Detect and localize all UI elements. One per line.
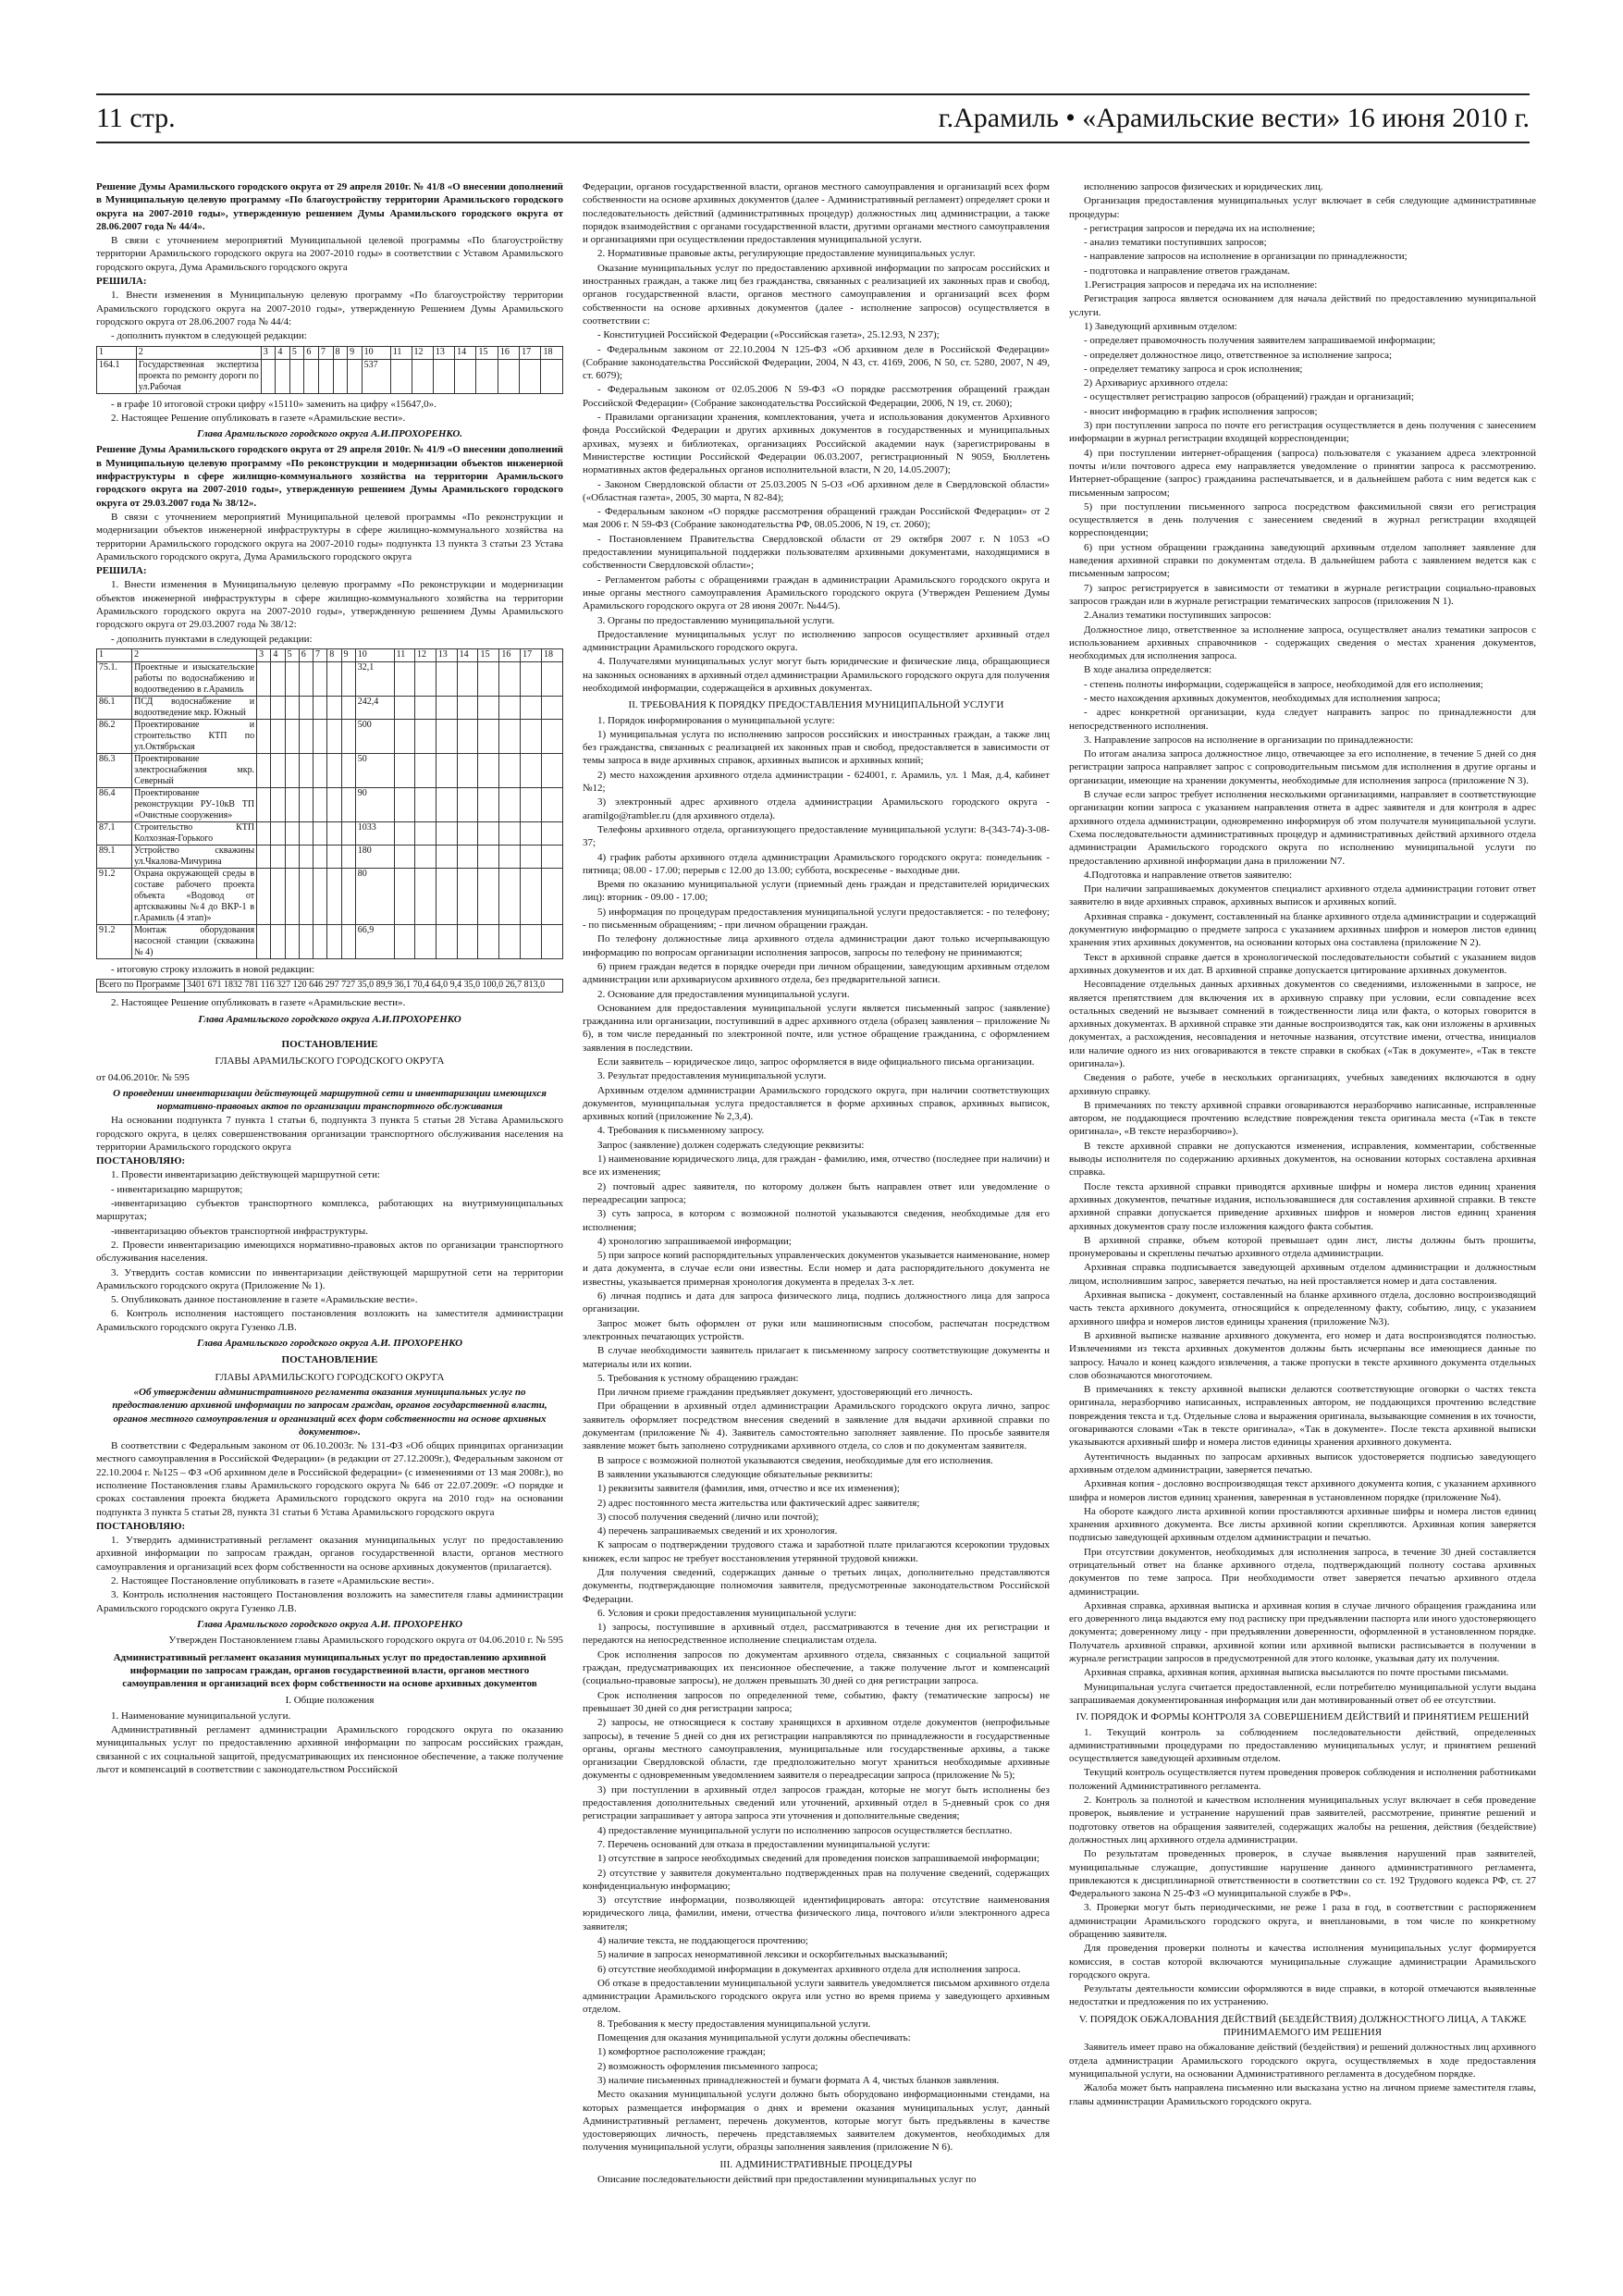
- paragraph: - подготовка и направление ответов гражданам.: [1084, 265, 1290, 277]
- signature-3: Глава Арамильского городского округа А.И. ПРОХОРЕНКО: [196, 1338, 463, 1350]
- table-cell-num: 75.1.: [97, 661, 132, 696]
- paragraph: 5) при поступлении письменного запроса посредством факсимильной связи его регистрация осуществляется в день получения с занесением сведений в журнал регистрации входящей корреспонденции;: [1069, 500, 1536, 539]
- paragraph: Результаты деятельности комиссии оформляются в виде справки, в которой отмечаются выявленные недостатки и предложения по их устранению.: [1069, 1983, 1536, 2008]
- section1-title: I. Общие положения: [285, 1695, 375, 1707]
- decision1-p2: - в графе 10 итоговой строки цифру «15110» заменить на цифру «15647,0».: [111, 398, 436, 410]
- paragraph: 3. Результат предоставления муниципальной услуги.: [597, 1070, 827, 1082]
- table-header-cell: 17: [521, 648, 542, 661]
- paragraph: 8. Требования к месту предоставления муниципальной услуги.: [597, 2018, 871, 2030]
- table-cell-num: 87.1: [97, 821, 132, 845]
- paragraph: Аутентичность выданных по запросам архивных выписок удостоверяется подписью заведующего архивным отделом администрации, заверяется печатью.: [1069, 1450, 1536, 1475]
- col2-p3: Оказание муниципальных услуг по предоставлению архивной информации по запросам российских и иностранных граждан, а также лиц без гражданства, связанных с реализацией их законных прав и свобод, органов государственной власти, органов местного самоуправления и организаций всех форм собственности на основе архивных документов (далее - исполнение запросов) осуществляется в соответствии с:: [583, 262, 1050, 327]
- paragraph: 1) отсутствие в запросе необходимых сведений для проведения поисков запрашиваемой информации;: [597, 1853, 1039, 1865]
- paragraph: 2.Анализ тематики поступивших запросов:: [1084, 610, 1272, 622]
- paragraph: - анализ тематики поступивших запросов;: [1084, 237, 1267, 249]
- table-cell-value: 242,4: [355, 696, 394, 719]
- table-cell-num: 86.4: [97, 787, 132, 821]
- total-table: [96, 979, 563, 993]
- table-row: [97, 868, 563, 924]
- table-header-cell: 11: [394, 648, 414, 661]
- paragraph: Об отказе в предоставлении муниципальной услуги заявитель уведомляется письмом архивного отдела администрации Арамильского городского округа или устно во время приема у заведующего архивным отделом.: [583, 1977, 1050, 2016]
- table-cell-name: Проектные и изыскательские работы по водоснабжению и водоотведению в г.Арамиль: [132, 661, 257, 696]
- paragraph: Несовпадение отдельных данных архивных документов со сведениями, изложенными в запросе, не является препятствием для включения их в архивную справку при условии, если совпадение всех остальных сведений не вызывает сомнений в тождественности лица или факта, о которых говорится в архивных документах. В архивной справке эти данные воспроизводятся так, как они изложены в архивных документах, а расхождения, несовпадения и неточные названия, отсутствие имени, отчества, инициалов или наличие одного из них оговариваются в тексте справки в скобках («Так в документе», «Так в тексте оригинала»).: [1069, 979, 1536, 1069]
- table-cell-num: 89.1: [97, 845, 132, 868]
- resolution1-title: ПОСТАНОВЛЕНИЕ: [281, 1038, 378, 1050]
- resolution1-date: от 04.06.2010г. № 595: [96, 1072, 190, 1084]
- paragraph: - Правилами организации хранения, комплектования, учета и использования документов Архивного фонда Российской Федерации и других архивных документов в государственных и муниципальных архивах, музеях и библиотеках, организациях Российской академии наук (зарегистрированы в Министерстве юстиции Российской Федерации 06.03.2007, регистрационный N 9059, Бюллетень нормативных актов федеральных органов исполнительной власти, N 20, 14.05.2007);: [583, 412, 1050, 476]
- table-header-cell: 7: [318, 346, 333, 359]
- column-2: [583, 180, 1050, 2280]
- paragraph: Срок исполнения запросов по определенной теме, событию, факту (тематические запросы) не превышает 30 дней со дня регистрации запроса;: [583, 1689, 1050, 1714]
- paragraph: 3) электронный адрес архивного отдела администрации Арамильского городского округа - aramilgo@rambler.ru (для архивного отдела).: [583, 796, 1050, 821]
- table-header-cell: 6: [304, 346, 319, 359]
- paragraph: 4) хронологию запрашиваемой информации;: [597, 1235, 792, 1247]
- table-header-cell: 2: [136, 346, 261, 359]
- paragraph: По телефону должностные лица архивного отдела администрации дают только исчерпывающую информацию по вопросам организации исполнения запросов, запросы по телефону не принимаются;: [583, 933, 1050, 958]
- table-header-cell: 9: [341, 648, 355, 661]
- table-row: [97, 359, 563, 393]
- table-header-cell: 13: [436, 648, 457, 661]
- table-cell-value: 537: [362, 359, 390, 393]
- paragraph: 3) отсутствие информации, позволяющей идентифицировать автора: отсутствие наименования юридического лица, фамилии, имени, отчества физического лица, почтового и/или электронного адреса заявителя;: [583, 1895, 1050, 1932]
- paragraph: - осуществляет регистрацию запросов (обращений) граждан и организаций;: [1084, 391, 1415, 403]
- resolution1-org: ГЛАВЫ АРАМИЛЬСКОГО ГОРОДСКОГО ОКРУГА: [215, 1055, 445, 1068]
- table-row: [97, 719, 563, 753]
- table-header-row: [97, 346, 563, 359]
- table-cell-num: 91.2: [97, 924, 132, 958]
- page-number: 11 стр.: [96, 103, 176, 133]
- paragraph: 5) при запросе копий распорядительных управленческих документов указывается наименование, номер и дата документа, в случае если они известны. Если номер и дата распорядительного документа не известны, указывается примерная хронология документа в пределах 3-х лет.: [583, 1250, 1050, 1288]
- paragraph: Текст в архивной справке дается в хронологической последовательности событий с указанием видов архивных документов и их дат. В архивной справке допускается цитирование архивных документов.: [1069, 951, 1536, 976]
- paragraph: 2. Контроль за полнотой и качеством исполнения муниципальных услуг включает в себя проведение проверок, выявление и устранение нарушений прав заявителей, рассмотрение, принятие решений и подготовку ответов на обращения заявителей, содержащих жалобы на решения, действия (бездействие) должностных лиц архивного отдела администрации.: [1069, 1795, 1536, 1845]
- paragraph: 6) личная подпись и дата для запроса физического лица, подпись должностного лица для запроса организации.: [583, 1290, 1050, 1315]
- paragraph: - Федеральным законом от 02.05.2006 N 59-ФЗ «О порядке рассмотрения обращений граждан Российской Федерации» (Собрание законодательства Российской Федерации, 2006, N 19, ст. 2060);: [583, 384, 1050, 409]
- table-header-cell: 15: [476, 346, 498, 359]
- table-header-cell: 3: [261, 346, 276, 359]
- paragraph: - Федеральным законом от 22.10.2004 N 125-ФЗ «Об архивном деле в Российской Федерации» (Собрание законодательства Российской Федерации, 2004, N 43, ст. 4169, 2006, N 50, ст. 5280, 2007, N 49, ст. 6079);: [583, 343, 1050, 382]
- paragraph: - регистрация запросов и передача их на исполнение;: [1084, 222, 1316, 234]
- paragraph: - инвентаризацию маршрутов;: [111, 1183, 243, 1195]
- section3-items: [1069, 180, 1536, 1707]
- paragraph: 3. Направление запросов на исполнение в организации по принадлежности:: [1084, 734, 1414, 746]
- paragraph: 1. Утвердить административный регламент оказания муниципальных услуг по предоставлению архивной информации по запросам граждан, органов государственной власти, органов местного самоуправления и организаций всех форм собственности на основе архивных документов (прилагается).: [96, 1535, 563, 1573]
- approved-note: Утвержден Постановлением главы Арамильского городского округа от 04.06.2010 г. № 595: [168, 1635, 563, 1647]
- col2-p6: 4. Получателями муниципальных услуг могут быть юридические и физические лица, обращающиеся на законных основаниях в архивный отдел администрации Арамильского городского округа для получения необходимой информации, содержащейся в архивных документах.: [583, 656, 1050, 694]
- paragraph: 3) при поступлении в архивный отдел запросов граждан, которые не могут быть исполнены без предоставления дополнительных сведений или уточнений, архивный отдел в 5-дневный срок со дня регистрации запрашивает у автора запроса эти уточнения и дополнительные сведения;: [583, 1784, 1050, 1822]
- table-row: [97, 924, 563, 958]
- paragraph: При отсутствии документов, необходимых для исполнения запроса, в течение 30 дней составляется отрицательный ответ на бланке архивного отдела, подтверждающий полноту состава архивных документов по теме запроса. При необходимости ответ заверяется печатью архивного отдела администрации.: [1069, 1546, 1536, 1598]
- section1-p2: Административный регламент администрации Арамильского городского округа по оказанию муниципальных услуг по предоставлению архивной информации по запросам российских граждан, связанной с их социальной защитой, предусматривающих их пенсионное обеспечение, а также получение льгот и компенсаций в соответствии с законодательством Российской: [96, 1724, 563, 1775]
- paragraph: - Законом Свердловской области от 25.03.2005 N 5-ОЗ «Об архивном деле в Свердловской области» («Областная газета», 2005, 30 марта, N 82-84);: [583, 478, 1050, 503]
- paragraph: 2) запросы, не относящиеся к составу хранящихся в архивном отделе документов (непрофильные запросы), в течение 5 дней со дня их регистрации направляются по принадлежности в государственные органы, органы местного самоуправления, муниципальные или государственные архивы, а также организации Свердловской области, где предположительно могут храниться необходимые архивные документы с одновременным уведомлением заявителя о переадресации запроса (приложение № 5);: [583, 1717, 1050, 1782]
- table-cell-name: Проектирование электроснабжения мкр. Северный: [132, 753, 257, 787]
- paragraph: 2. Настоящее Постановление опубликовать в газете «Арамильские вести».: [111, 1575, 435, 1587]
- paragraph: 2) почтовый адрес заявителя, по которому должен быть направлен ответ или уведомление о переадресации запроса;: [583, 1180, 1050, 1205]
- table-cell-num: 164.1: [97, 359, 137, 393]
- paragraph: Жалоба может быть направлена письменно или высказана устно на личном приеме заместителя главы, главы администрации Арамильского городского округа.: [1069, 2082, 1536, 2107]
- paragraph: 3) наличие письменных принадлежностей и бумаги формата А 4, чистых бланков заявления.: [597, 2074, 1000, 2086]
- paragraph: -инвентаризацию субъектов транспортного комплекса, работающих на внутримуниципальных маршрутах;: [96, 1198, 563, 1223]
- signature-1: Глава Арамильского городского округа А.И.ПРОХОРЕНКО.: [196, 428, 463, 440]
- table-header-cell: 5: [289, 346, 304, 359]
- table-cell-name: ПСД водоснабжение и водоотведение мкр. Южный: [132, 696, 257, 719]
- paragraph: Срок исполнения запросов по документам архивного отдела, связанных с социальной защитой граждан, предусматривающих их пенсионное обеспечение, а также получение льгот и компенсаций (социально-правовые запросы), не должен превышать 30 дней со дня регистрации запроса.: [583, 1648, 1050, 1687]
- table-row: [97, 696, 563, 719]
- paragraph: Архивным отделом администрации Арамильского городского округа, при наличии соответствующих документов, муниципальная услуга предоставляется в форме архивных справок, архивных выписок, архивных копий (приложение № 2,3,4).: [583, 1084, 1050, 1123]
- paragraph: 1. Провести инвентаризацию действующей маршрутной сети:: [111, 1169, 381, 1181]
- paragraph: 2) возможность оформления письменного запроса;: [597, 2060, 818, 2072]
- section5-title: V. ПОРЯДОК ОБЖАЛОВАНИЯ ДЕЙСТВИЙ (БЕЗДЕЙСТВИЯ) ДОЛЖНОСТНОГО ЛИЦА, А ТАКЖЕ ПРИНИМАЕМОГО ИМ РЕШЕНИЯ: [1078, 2013, 1527, 2039]
- paragraph: Основанием для предоставления муниципальной услуги является письменный запрос (заявление) гражданина или организации, поступивший в адрес архивного отдела (образец заявления – приложение № 6), в том числе переданный по электронной почте, или устное обращение гражданина, с оформлением заявления в последствии.: [583, 1002, 1050, 1054]
- decision2-p1b: - итоговую строку изложить в новой редакции:: [111, 963, 315, 975]
- paragraph: 3) способ получения сведений (лично или почтой);: [597, 1511, 819, 1523]
- table-header-cell: 4: [276, 346, 290, 359]
- paragraph: Архивная справка, архивная копия, архивная выписка высылаются по почте простыми письмами.: [1084, 1667, 1509, 1679]
- decree-heading-2: ПОСТАНОВЛЯЮ:: [96, 1520, 186, 1532]
- paragraph: 4) предоставление муниципальной услуги по исполнению запросов осуществляется бесплатно.: [597, 1824, 1013, 1836]
- paragraph: 4) при поступлении интернет-обращения (запроса) пользователя с указанием адреса электронной почты и/или почтового адреса ему направляется уведомление о принятии запроса к рассмотрению. Интернет-обращение (запрос) гражданина распечатывается, и в дальнейшем работа с ним ведется как с письменным запросом;: [1069, 447, 1536, 499]
- paragraph: Архивная справка - документ, составленный на бланке архивного отдела администрации и содержащий документную информацию о предмете запроса с указанием архивных шифров и номеров листов единиц хранения этих архивных документов, на основании которых она составлена (приложение N 2).: [1069, 910, 1536, 949]
- table-header-cell: 8: [333, 346, 348, 359]
- paragraph: 1. Порядок информирования о муниципальной услуге:: [597, 714, 835, 726]
- table-header-cell: 18: [541, 346, 563, 359]
- table-cell-name: Проектирование и строительство КТП по ул.Октябрьская: [132, 719, 257, 753]
- paragraph: Архивная копия - дословно воспроизводящая текст архивного документа копия, с указанием архивного шифра и номеров листов единиц хранения, заверенная в установленном порядке (приложение №4).: [1069, 1478, 1536, 1503]
- resolved-heading: РЕШИЛА:: [96, 276, 147, 288]
- col2-p1: Федерации, органов государственной власти, органов местного самоуправления и организаций всех форм собственности на основе архивных документов (далее - Административный регламент) определяет сроки и последовательность действий (административных процедур) должностных лиц администрации, а также порядок взаимодействия с органами государственной власти, другими органами местного самоуправления и организациями при осуществлении предоставления муниципальной услуги.: [583, 181, 1050, 246]
- paragraph: 4) наличие текста, не поддающегося прочтению;: [597, 1935, 808, 1946]
- section3-p1: Описание последовательности действий при предоставлении муниципальных услуг по: [597, 2174, 977, 2186]
- table-header-cell: 16: [499, 648, 521, 661]
- paragraph: 4.Подготовка и направление ответов заявителю:: [1084, 869, 1293, 881]
- section5-items: [1069, 2041, 1536, 2107]
- total-label: Всего по Программе: [97, 980, 185, 993]
- resolved-heading-2: РЕШИЛА:: [96, 565, 147, 577]
- table-cell-value: 180: [355, 845, 394, 868]
- resolution2-subject: «Об утверждении административного регламента оказания муниципальных услуг по предоставлению архивной информации по запросам граждан, органов государственной власти, органов местного самоуправления и организаций всех форм собственности на основе архивных документов».: [112, 1386, 547, 1438]
- table-header-cell: 1: [97, 346, 137, 359]
- paragraph: В тексте архивной справки не допускаются изменения, исправления, комментарии, собственные выводы исполнителя по содержанию архивных документов, на основании которых составлена архивная справка.: [1069, 1140, 1536, 1179]
- table-header-row: [97, 648, 563, 661]
- paragraph: Сведения о работе, учебе в нескольких организациях, учебных заведениях включаются в одну архивную справку.: [1069, 1072, 1536, 1097]
- table-row: [97, 980, 563, 993]
- paragraph: 3. Утвердить состав комиссии по инвентаризации действующей маршрутной сети на территории Арамильского городского округа (Приложение № 1).: [96, 1266, 563, 1291]
- paragraph: При обращении в архивный отдел администрации Арамильского городского округа лично, запрос заявитель оформляет посредством внесения сведений в заявление для выдачи архивной справки по документам (приложение № 4). Заявитель самостоятельно заполняет заявление. По просьбе заявителя заявление может быть заполнено сотрудниками архивного отдела, со слов и по документам заявителя.: [583, 1401, 1050, 1452]
- paragraph: На обороте каждого листа архивной копии проставляются архивные шифры и номера листов единиц хранения архивного документа. Все листы архивной копии скрепляются. Архивная копия заверяется подписью заведующей архивным отделом администрации и печатью.: [1069, 1505, 1536, 1544]
- table-cell-name: Строительство КТП Колхозная-Горького: [132, 821, 257, 845]
- table-header-cell: 3: [257, 648, 271, 661]
- section2-items: [583, 714, 1050, 2154]
- table-cell-num: 91.2: [97, 868, 132, 924]
- table-header-cell: 12: [412, 346, 433, 359]
- paragraph: После текста архивной справки приводятся архивные шифры и номера листов единиц хранения архивных документов, печатные издания, использовавшиеся для составления архивной справки. В тексте архивной справки допускается приведение архивных шифров и номеров листов единиц хранения архивных документов сразу после изложения каждого факта события.: [1069, 1180, 1536, 1232]
- table-row: [97, 661, 563, 696]
- decision2-body: В связи с уточнением мероприятий Муниципальной целевой программы «По реконструкции и модернизации объектов инженерной инфраструктуры в сфере жилищно-коммунального хозяйства на территории Арамильского городского округа на 2007-2010 годы» подпункта 13 пункта 3 статьи 23 Устава Арамильского городского округа, Дума Арамильского городского округа: [96, 511, 563, 562]
- paragraph: исполнению запросов физических и юридических лиц.: [1084, 181, 1323, 192]
- table-cell-name: Устройство скважины ул.Чкалова-Мичурина: [132, 845, 257, 868]
- paragraph: 1) запросы, поступившие в архивный отдел, рассматриваются в течение дня их регистрации и передаются на непосредственное исполнение специалистам отдела.: [583, 1622, 1050, 1647]
- paragraph: Запрос может быть оформлен от руки или машинописным способом, распечатан посредством электронных печатающих устройств.: [583, 1317, 1050, 1342]
- paragraph: В случае если запрос требует исполнения несколькими организациями, направляет в соответствующие организации копии запроса с указанием направления ответа в адрес заявителя и для контроля в адрес архивного отдела администрации, одновременно информируя об этом получателя муниципальной услуги. Схема последовательности административных процедур и административных действий архивного отдела администрации Арамильского городского округа по исполнению муниципальной услуги по предоставлению архивной информации дана в приложении N7.: [1069, 789, 1536, 867]
- paragraph: 1. Текущий контроль за соблюдением последовательности действий, определенных административными процедурами по предоставлению муниципальных услуг, и принятием решений осуществляется заведующей архивным отделом.: [1069, 1726, 1536, 1765]
- section3-title: III. АДМИНИСТРАТИВНЫЕ ПРОЦЕДУРЫ: [719, 2158, 913, 2170]
- table-header-cell: 15: [478, 648, 499, 661]
- paragraph: Текущий контроль осуществляется путем проведения проверок соблюдения и исполнения работниками положений Административного регламента.: [1069, 1767, 1536, 1792]
- paragraph: - место нахождения архивных документов, необходимых для исполнения запроса;: [1084, 692, 1441, 704]
- decision2-p2: 2. Настоящее Решение опубликовать в газете «Арамильские вести».: [111, 997, 406, 1009]
- table-header-cell: 5: [285, 648, 299, 661]
- table-body: [97, 661, 563, 958]
- table-cell-name: Охрана окружающей среды в составе рабочего проекта объекта «Водовод от артскважины №4 до ВКР-1 в г.Арамиль (4 этап)»: [132, 868, 257, 924]
- section4-title: IV. ПОРЯДОК И ФОРМЫ КОНТРОЛЯ ЗА СОВЕРШЕНИЕМ ДЕЙСТВИЙ И ПРИНЯТИЕМ РЕШЕНИЙ: [1076, 1711, 1530, 1723]
- col2-p4: 3. Органы по предоставлению муниципальной услуги.: [597, 614, 835, 626]
- col2-p2: 2. Нормативные правовые акты, регулирующие предоставление муниципальных услуг.: [597, 248, 976, 260]
- paragraph: 6) при устном обращении гражданина заведующий архивным отделом заполняет заявление для наведения архивной справки по документам отдела. В дальнейшем работа с заявлением ведется как с письменным запросом;: [1069, 541, 1536, 580]
- paragraph: - вносит информацию в график исполнения запросов;: [1084, 405, 1318, 417]
- column-3: [1069, 180, 1536, 2280]
- paragraph: В запросе с возможной полнотой указываются сведения, необходимые для его исполнения.: [597, 1454, 993, 1466]
- resolution1-subject: О проведении инвентаризации действующей маршрутной сети и инвентаризации имеющихся нормативно-правовых актов по организации транспортного обслуживания: [113, 1087, 547, 1112]
- col2-p5: Предоставление муниципальных услуг по исполнению запросов осуществляет архивный отдел администрации Арамильского городского округа.: [583, 628, 1050, 654]
- table-header-cell: 17: [520, 346, 541, 359]
- table-header-cell: 10: [362, 346, 390, 359]
- paragraph: 7) запрос регистрируется в зависимости от тематики в журнале регистрации социально-правовых запросов граждан или в журнале регистрации тематических запросов (приложения N 1).: [1069, 582, 1536, 607]
- table-cell-num: 86.3: [97, 753, 132, 787]
- table-cell-value: 50: [355, 753, 394, 787]
- paragraph: 2) место нахождения архивного отдела администрации - 624001, г. Арамиль, ул. 1 Мая, д.4, кабинет №12;: [583, 769, 1050, 795]
- paragraph: 5) наличие в запросах ненормативной лексики и оскорбительных высказываний;: [597, 1949, 948, 1961]
- paragraph: 2. Основание для предоставления муниципальной услуги.: [597, 988, 850, 1000]
- table-header-cell: 13: [433, 346, 454, 359]
- paragraph: В примечаниях по тексту архивной справки оговариваются неразборчиво написанные, исправленные автором, не поддающиеся прочтению вследствие повреждения текста оригинала места («Так в тексте оригинала», «В тексте неразборчиво»).: [1069, 1099, 1536, 1138]
- table-row: [97, 845, 563, 868]
- signature-4: Глава Арамильского городского округа А.И. ПРОХОРЕНКО: [196, 1618, 463, 1630]
- table-header-cell: 12: [414, 648, 436, 661]
- section4-items: [1069, 1726, 1536, 2009]
- paragraph: - Конституцией Российской Федерации («Российская газета», 25.12.93, N 237);: [597, 329, 940, 341]
- decision1-body: В связи с уточнением мероприятий Муниципальной целевой программы «По благоустройству территории Арамильского городского округа на 2007-2010 годы» в соответствии с Уставом Арамильского городского округа, Дума Арамильского городского округа: [96, 235, 563, 273]
- table-cell-value: 80: [355, 868, 394, 924]
- decree-heading: ПОСТАНОВЛЯЮ:: [96, 1155, 186, 1167]
- paragraph: 6. Контроль исполнения настоящего постановления возложить на заместителя администрации Арамильского городского округа Гузенко Л.В.: [96, 1308, 563, 1333]
- paragraph: - Федеральным законом «О порядке рассмотрения обращений граждан Российской Федерации» от 2 мая 2006 г. N 59-ФЗ (Собрание законодательства РФ, 08.05.2006, N 19, ст. 2060);: [583, 506, 1050, 531]
- table-header-cell: 4: [271, 648, 285, 661]
- paragraph: - определяет должностное лицо, ответственное за исполнение запроса;: [1084, 349, 1393, 361]
- paragraph: 7. Перечень оснований для отказа в предоставлении муниципальной услуги:: [597, 1838, 930, 1850]
- paragraph: В архивной справке, объем которой превышает один лист, листы должны быть прошиты, пронумерованы и скреплены печатью архивного отдела администрации.: [1069, 1234, 1536, 1260]
- paragraph: Архивная справка подписывается заведующей архивным отделом администрации и должностным лицом, исполнившим запрос, заверяется печатью, на ней проставляется номер и дата составления.: [1069, 1262, 1536, 1287]
- resolution2-org: ГЛАВЫ АРАМИЛЬСКОГО ГОРОДСКОГО ОКРУГА: [215, 1371, 445, 1383]
- decision1-intro: Решение Думы Арамильского городского округа от 29 апреля 2010г. № 41/8 «О внесении дополнений в Муниципальную целевую программу «По благоустройству территории Арамильского городского округа на 2007-2010 годы», утвержденную решением Думы Арамильского городского округа от 28.06.2007 года № 44/4».: [96, 181, 563, 232]
- table-header-cell: 16: [498, 346, 519, 359]
- resolution1-body: На основании подпункта 7 пункта 1 статьи 6, подпункта 3 пункта 5 статьи 28 Устава Арамильского городского округа, в целях совершенствования организации транспортного обслуживания населения на территории Арамильского городского округа: [96, 1115, 563, 1153]
- paragraph: Архивная выписка - документ, составленный на бланке архивного отдела, дословно воспроизводящий часть текста архивного документа, относящийся к определенному факту, событию, лицу, с указанием архивного шифра и номеров листов единицы хранения (приложение №3).: [1069, 1290, 1536, 1327]
- paragraph: В случае необходимости заявитель прилагает к письменному запросу соответствующие документы и материалы или их копии.: [583, 1345, 1050, 1370]
- paragraph: Если заявитель – юридическое лицо, запрос оформляется в виде официального письма организации.: [597, 1056, 1035, 1068]
- decision1-p3: 2. Настоящее Решение опубликовать в газете «Арамильские вести».: [111, 412, 406, 424]
- table-cell-value: 32,1: [355, 661, 394, 696]
- paragraph: 2) отсутствие у заявителя документально подтвержденных прав на получение сведений, содержащих конфиденциальную информацию;: [583, 1867, 1050, 1892]
- column-1: [96, 180, 563, 2280]
- table-header-cell: 2: [132, 648, 257, 661]
- paragraph: Запрос (заявление) должен содержать следующие реквизиты:: [597, 1139, 865, 1151]
- paragraph: - определяет тематику запроса и срок исполнения;: [1084, 363, 1303, 375]
- paragraph: Время по оказанию муниципальной услуги (приемный день граждан и представителей юридических лиц): вторник - 09.00 - 17.00;: [583, 879, 1050, 904]
- paragraph: В заявлении указываются следующие обязательные реквизиты:: [597, 1468, 873, 1480]
- paragraph: 1.Регистрация запросов и передача их на исполнение:: [1084, 279, 1318, 291]
- table-row: [97, 753, 563, 787]
- paragraph: Телефоны архивного отдела, организующего предоставление муниципальной услуги: 8-(343-74)-3-08-37;: [583, 823, 1050, 849]
- table-header-cell: 10: [355, 648, 394, 661]
- table-row: [97, 821, 563, 845]
- paragraph: В архивной выписке название архивного документа, его номер и дата воспроизводятся полностью. Извлечениями из текста архивных документов должны быть исчерпаны все имеющиеся данные по запросу. Начало и конец каждого извлечения, а также пропуски в тексте архивного документа отдельных слов обозначаются многоточием.: [1069, 1329, 1536, 1381]
- resolution2-body: В соответствии с Федеральным законом от 06.10.2003г. № 131-ФЗ «Об общих принципах организации местного самоуправления в Российской Федерации» (в редакции от 27.12.2009г.), Федеральным законом от 22.10.2004 г. №125 – ФЗ «Об архивном деле в Российской федерации» (с изменениями от 13 мая 2008г.), во исполнение Постановления главы Арамильского городского округа № 646 от 22.07.2009г. «О порядке и сроках составления проекта бюджета Арамильского городского округа на 2010 год» на основании подпункта 3 пункта 5 статьи 28, пункта 31 статьи 6 Устава Арамильского городского округа: [96, 1440, 563, 1518]
- resolution1-items: [96, 1168, 563, 1334]
- paragraph: 3) при поступлении запроса по почте его регистрация осуществляется в день получения с занесением информации в журнал регистрации входящей корреспонденции;: [1069, 420, 1536, 445]
- table-header-cell: 8: [327, 648, 341, 661]
- table-cell-value: 500: [355, 719, 394, 753]
- program-table-2: [96, 648, 563, 959]
- section1-p1: 1. Наименование муниципальной услуги.: [111, 1710, 291, 1722]
- paragraph: 6. Условия и сроки предоставления муниципальной услуги:: [597, 1607, 857, 1619]
- paragraph: По результатам проведенных проверок, в случае выявления нарушений прав заявителей, муниципальные служащие, допустившие нарушение данного административного регламента, привлекаются к дисциплинарной ответственности в соответствии со ст. 192 Трудового кодекса РФ, ст. 27 Федерального закона N 25-ФЗ «О муниципальной службе в РФ».: [1069, 1848, 1536, 1900]
- paragraph: 1) наименование юридического лица, для граждан - фамилию, имя, отчество (последнее при наличии) и все их изменения;: [583, 1154, 1050, 1179]
- table-header-cell: 9: [348, 346, 363, 359]
- paragraph: 5) информация по процедурам предоставления муниципальной услуги предоставляется: - по телефону; - по письменным обращениям; - при личном обращении граждан.: [583, 906, 1050, 932]
- decision1-p1a: - дополнить пунктом в следующей редакции:: [111, 330, 307, 342]
- paragraph: Архивная справка, архивная выписка и архивная копия в случае личного обращения гражданина или его доверенного лица выдаются ему под расписку при предъявлении паспорта или иного удостоверяющего документа; доверенному лицу - при предъявлении доверенности, оформленной в установленном порядке. Получатель архивной справки, архивной копии или архивной выписки расписывается в получении в журнале регистрации запросов в предусмотренной для этого колонке, указывая дату их получения.: [1069, 1599, 1536, 1665]
- paragraph: Заявитель имеет право на обжалование действий (бездействия) и решений должностных лиц архивного отдела администрации Арамильского городского округа, осуществляемых в ходе предоставления муниципальной услуги, на основании Административного регламента в досудебном порядке.: [1069, 2042, 1536, 2080]
- paragraph: 2. Провести инвентаризацию имеющихся нормативно-правовых актов по организации транспортного обслуживания населения.: [96, 1239, 563, 1265]
- paragraph: 4. Требования к письменному запросу.: [597, 1125, 765, 1137]
- paragraph: 1) муниципальная услуга по исполнению запросов российских и иностранных граждан, а также лиц без гражданства, связанных с реализацией их законных прав и свобод, предоставляется в зависимости от темы запроса в виде архивных справок, архивных выписок и архивных копий;: [583, 728, 1050, 767]
- paragraph: 2) Архивариус архивного отдела:: [1084, 377, 1228, 389]
- table-header-cell: 14: [457, 648, 478, 661]
- decision2-intro: Решение Думы Арамильского городского округа от 29 апреля 2010г. № 41/9 «О внесении дополнений в Муниципальную целевую программу «По реконструкции и модернизации объектов инженерной инфраструктуры в сфере жилищно-коммунального хозяйства на территории Арамильского городского округа на 2007-2010 годы», утвержденную решением Думы Арамильского городского округа от 29.03.2007 года № 38/12».: [96, 444, 563, 509]
- regulation-title: Административный регламент оказания муниципальных услуг по предоставлению архивной информации по запросам граждан, органов государственной власти, органов местного самоуправления и организаций всех форм собственности на основе архивных документов: [113, 1651, 547, 1690]
- paragraph: 3. Контроль исполнения настоящего Постановления возложить на заместителя главы администрации Арамильского городского округа Гузенко Л.В.: [96, 1589, 563, 1614]
- table-cell-num: 86.1: [97, 696, 132, 719]
- table-cell-value: 1033: [355, 821, 394, 845]
- table-row: [97, 787, 563, 821]
- decision1-p1: 1. Внести изменения в Муниципальную целевую программу «По благоустройству территории Арамильского городского округа на 2007-2010 годы», утвержденную Решением Думы Арамильского городского округа от 28.06.2007 года № 44/4:: [96, 290, 563, 327]
- paragraph: Организация предоставления муниципальных услуг включает в себя следующие административные процедуры:: [1069, 195, 1536, 220]
- paragraph: - степень полноты информации, содержащейся в запросе, необходимой для его исполнения;: [1084, 678, 1483, 690]
- decision2-p1: 1. Внести изменения в Муниципальную целевую программу «По реконструкции и модернизации объектов инженерной инфраструктуры в сфере жилищно-коммунального хозяйства на территории Арамильского городского округа на 2007-2010 годы», утвержденную решением Думы Арамильского городского округа от 29.03.2007 года № 38/12:: [96, 579, 563, 631]
- paragraph: 6) отсутствие необходимой информации в документах архивного отдела для исполнения запроса.: [597, 1963, 1021, 1975]
- paragraph: 4) перечень запрашиваемых сведений и их хронология.: [597, 1525, 838, 1537]
- paragraph: Муниципальная услуга считается предоставленной, если потребителю муниципальной услуги выдана запрашиваемая документированная информация или дан мотивированный ответ об ее отсутствии.: [1069, 1681, 1536, 1706]
- paragraph: - определяет правомочность получения заявителем запрашиваемой информации;: [1084, 335, 1436, 347]
- resolution2-title: ПОСТАНОВЛЕНИЕ: [281, 1354, 378, 1366]
- table-header-cell: 7: [314, 648, 327, 661]
- newspaper-issue: г.Арамиль • «Арамильские вести» 16 июня 2010 г.: [938, 103, 1530, 133]
- program-table-1: [96, 346, 563, 394]
- table-cell-name: Государственная экспертиза проекта по ремонту дороги по ул.Рабочая: [136, 359, 261, 393]
- paragraph: - Регламентом работы с обращениями граждан в администрации Арамильского городского округа и иные органы местного самоуправления Арамильского городского округа (Утвержден Решением Думы Арамильского городского округа от 28 июня 2007г. №44/5).: [583, 574, 1050, 612]
- paragraph: 3) суть запроса, в котором с возможной полнотой указываются сведения, необходимые для его исполнения;: [583, 1208, 1050, 1233]
- table-header-cell: 1: [97, 648, 132, 661]
- paragraph: -инвентаризацию объектов транспортной инфраструктуры.: [111, 1225, 368, 1237]
- paragraph: Для проведения проверки полноты и качества исполнения муниципальных услуг формируется комиссия, в состав которой включаются муниципальные служащие администрации Арамильского городского округа.: [1069, 1943, 1536, 1981]
- paragraph: Регистрация запроса является основанием для начала действий по предоставлению муниципальной услуги.: [1069, 293, 1536, 318]
- paragraph: В примечаниях к тексту архивной выписки делаются соответствующие оговорки о частях текста оригинала, неразборчиво написанных, исправленных автором, не поддающихся прочтению вследствие повреждения текста и т.д. Отдельные слова и выражения оригинала, вызывающие сомнения в их точности, оговариваются словами «Так в тексте оригинала», «Так в документе». После текста архивной выписки указываются архивный шифр и номера листов единицы хранения архивного документа.: [1069, 1384, 1536, 1449]
- table-cell-value: 66,9: [355, 924, 394, 958]
- paragraph: - Постановлением Правительства Свердловской области от 29 октября 2007 г. N 1053 «О предоставлении муниципальной поддержки пользователям архивными документами, находящимися в собственности Свердловской области»;: [583, 533, 1050, 572]
- table-header-cell: 6: [299, 648, 313, 661]
- paragraph: 2) адрес постоянного места жительства или фактический адрес заявителя;: [597, 1497, 920, 1509]
- paragraph: 1) комфортное расположение граждан;: [597, 2046, 766, 2058]
- table-cell-value: 90: [355, 787, 394, 821]
- paragraph: При личном приеме гражданин предъявляет документ, удостоверяющий его личность.: [597, 1387, 973, 1399]
- paragraph: При наличии запрашиваемых документов специалист архивного отдела администрации готовит ответ заявителю в виде архивных справок, архивных выписок и архивных копий.: [1069, 883, 1536, 908]
- paragraph: По итогам анализа запроса должностное лицо, отвечающее за его исполнение, в течение 5 дней со дня регистрации запроса направляет запрос с сопроводительным письмом для исполнения в другие органы и организации, имеющие на хранении документы, необходимые для исполнения запроса (приложение N 3).: [1069, 748, 1536, 786]
- laws-list: [583, 328, 1050, 612]
- paragraph: В ходе анализа определяется:: [1084, 664, 1212, 676]
- total-values: 3401 671 1832 781 116 327 120 646 297 727 35,0 89,9 36,1 70,4 64,0 9,4 35,0 100,0 26,7 813,0: [185, 980, 563, 993]
- signature-2: Глава Арамильского городского округа А.И.ПРОХОРЕНКО: [198, 1013, 461, 1025]
- paragraph: - адрес конкретной организации, куда следует направить запрос по принадлежности для непосредственного исполнения.: [1069, 707, 1536, 732]
- table-cell-name: Монтаж оборудования насосной станции (скважина № 4): [132, 924, 257, 958]
- paragraph: К запросам о подтверждении трудового стажа и заработной плате прилагаются ксерокопии трудовых книжек, если запрос не требует восстановления утерянной трудовой книжки.: [583, 1539, 1050, 1564]
- table-cell-name: Проектирование реконструкции РУ-10кВ ТП «Очистные сооружения»: [132, 787, 257, 821]
- table-header-cell: 14: [455, 346, 476, 359]
- section2-title: II. ТРЕБОВАНИЯ К ПОРЯДКУ ПРЕДОСТАВЛЕНИЯ МУНИЦИПАЛЬНОЙ УСЛУГИ: [628, 699, 1004, 711]
- paragraph: 6) прием граждан ведется в порядке очереди при личном обращении, заведующим архивным отделом администрации или архивариусом архивного отдела, без предварительной записи.: [583, 960, 1050, 986]
- paragraph: Для получения сведений, содержащих данные о третьих лицах, дополнительно представляются документы, подтверждающие полномочия заявителя, предусмотренные законодательством Российской Федерации.: [583, 1566, 1050, 1605]
- decision2-p1a: - дополнить пунктами в следующей редакции:: [111, 633, 313, 645]
- paragraph: 5. Требования к устному обращению граждан:: [597, 1372, 799, 1384]
- page-header: [96, 93, 1530, 143]
- paragraph: Должностное лицо, ответственное за исполнение запроса, осуществляет анализ тематики запросов с использованием архивных справочников - содержащих сведения о местах хранения документов, необходимых для исполнения запроса.: [1069, 623, 1536, 662]
- paragraph: - направление запросов на исполнение в организации по принадлежности;: [1084, 251, 1408, 263]
- table-header-cell: 18: [542, 648, 563, 661]
- table-cell-num: 86.2: [97, 719, 132, 753]
- table-header-cell: 11: [390, 346, 412, 359]
- paragraph: 5. Опубликовать данное постановление в газете «Арамильские вести».: [111, 1294, 418, 1306]
- paragraph: 3. Проверки могут быть периодическими, не реже 1 раза в год, в соответствии с распоряжением администрации Арамильского городского округа, и внеплановыми, в том числе по конкретному обращению заявителя.: [1069, 1902, 1536, 1940]
- paragraph: Место оказания муниципальной услуги должно быть оборудовано информационными стендами, на которых размещается информация о днях и времени оказания муниципальных услуг, данный Административный регламент, перечень документов, которые могут быть предъявлены в качестве удостоверяющих личность, перечень представляемых заявителем документов, необходимых для получения муниципальной услуги, образцы заполнения заявления (приложение N 6).: [583, 2089, 1050, 2154]
- paragraph: 4) график работы архивного отдела администрации Арамильского городского округа: понедельник - пятница; 08.00 - 17.00; перерыв с 12.00 до 13.00; суббота, воскресенье - выходные дни.: [583, 851, 1050, 876]
- resolution2-items: [96, 1534, 563, 1615]
- paragraph: 1) реквизиты заявителя (фамилия, имя, отчество и все их изменения);: [597, 1483, 900, 1495]
- paragraph: 1) Заведующий архивным отделом:: [1084, 320, 1237, 332]
- paragraph: Помещения для оказания муниципальной услуги должны обеспечивать:: [597, 2032, 911, 2044]
